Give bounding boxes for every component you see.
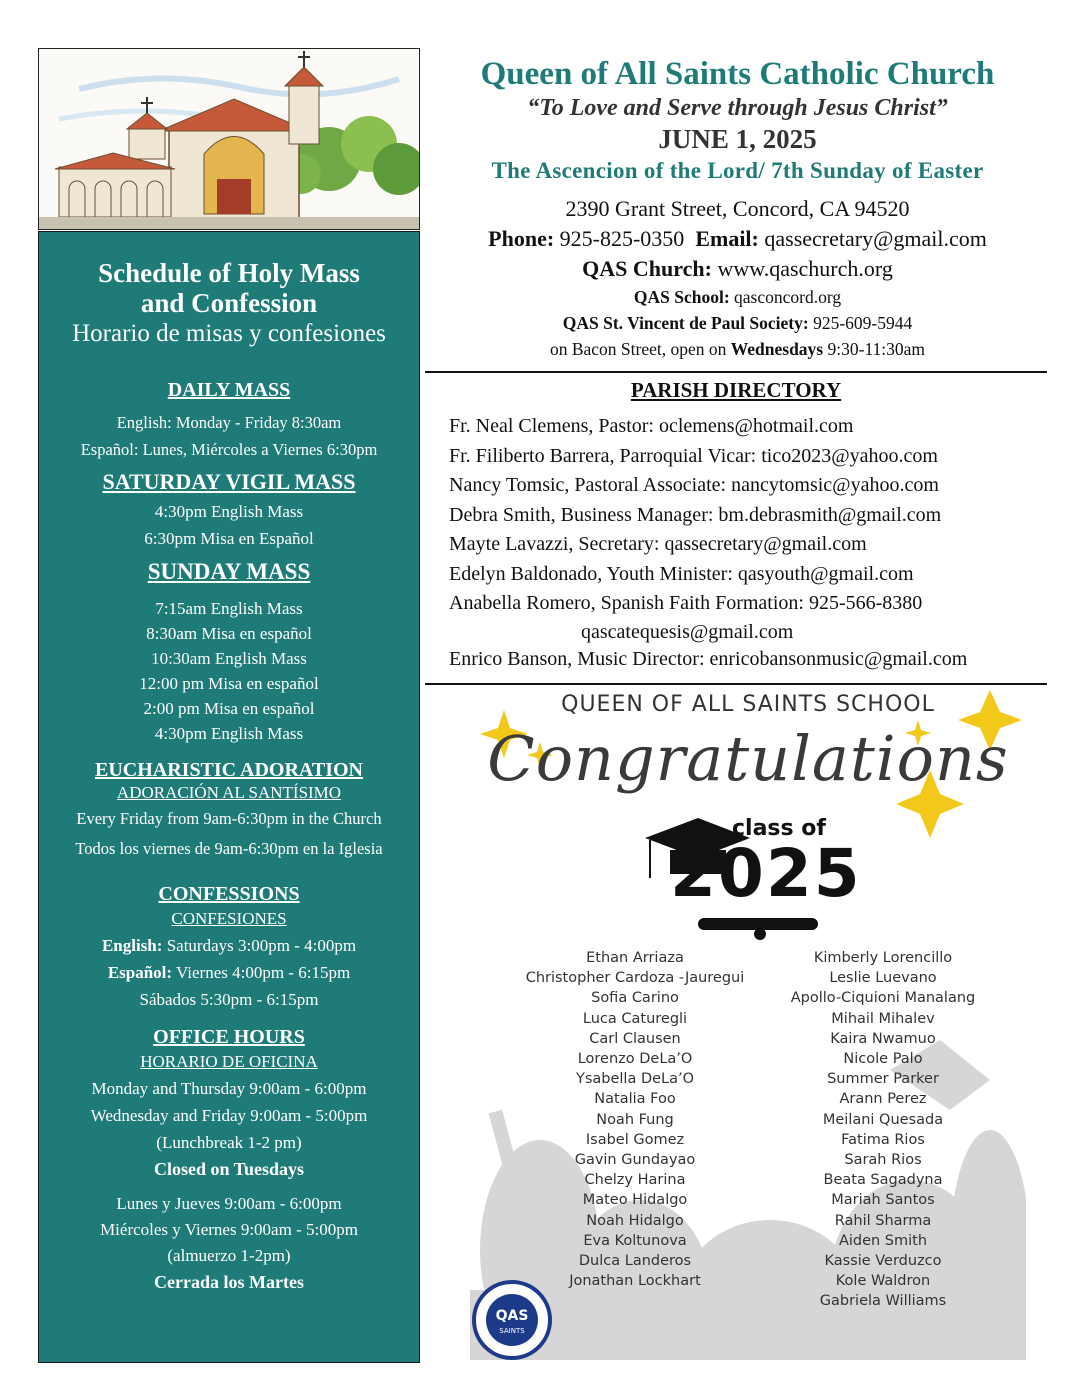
graduate-name: Luca Caturegli	[582, 1010, 688, 1027]
left-column	[38, 48, 420, 230]
graduate-name: Rahil Sharma	[834, 1212, 932, 1229]
grad-year: 2025	[670, 835, 862, 912]
office-hours-es-1: Lunes y Jueves 9:00am - 6:00pm	[116, 1194, 342, 1213]
graduate-name: Sofia Carino	[591, 990, 679, 1007]
graduate-name: Ethan Arriaza	[586, 950, 684, 966]
confessions-english: English: Saturdays 3:00pm - 4:00pm	[101, 936, 357, 955]
schedule-title: Schedule of Holy Mass and Confession	[98, 258, 360, 318]
qas-seal-icon	[474, 1282, 550, 1358]
feast-title: The Ascencion of the Lord/ 7th Sunday of Easter	[491, 158, 984, 183]
church-illustration	[39, 49, 419, 229]
phone-number[interactable]: 925-825-0350	[559, 226, 685, 251]
graduate-name: Kassie Verduzco	[824, 1253, 942, 1270]
graduate-name: Ysabella DeLa’O	[575, 1071, 695, 1088]
graduate-name: Nicole Palo	[843, 1051, 923, 1068]
graduate-name: Kaira Nwamuo	[830, 1030, 936, 1047]
graduate-name: Fatima Rios	[841, 1131, 925, 1148]
divider-top	[425, 371, 1047, 373]
office-hours-heading: OFFICE HOURS	[153, 1026, 305, 1048]
school-website-line: QAS School: qasconcord.org	[633, 287, 842, 307]
confessions-heading: CONFESSIONS	[158, 883, 300, 905]
sunday-mass-1: 7:15am English Mass	[155, 599, 303, 618]
directory-entry: Fr. Neal Clemens, Pastor: oclemens@hotmail.com	[449, 415, 854, 437]
email-link[interactable]: qassecretary@gmail.com	[764, 226, 987, 251]
office-hours-es-3: (almuerzo 1-2pm)	[167, 1246, 291, 1265]
graduate-name: Leslie Luevano	[829, 970, 937, 987]
graduate-name: Gavin Gundayao	[574, 1152, 696, 1169]
svdp-line: QAS St. Vincent de Paul Society: 925-609-5944	[562, 313, 913, 333]
church-motto: “To Love and Serve through Jesus Christ”	[527, 95, 948, 121]
school-website-link[interactable]: qasconcord.org	[734, 287, 842, 307]
sunday-mass-6: 4:30pm English Mass	[154, 724, 304, 743]
sunday-mass-3: 10:30am English Mass	[151, 649, 307, 668]
grad-congratulations: Congratulations	[487, 722, 1009, 795]
graduate-name: Arann Perez	[839, 1091, 927, 1108]
directory-entry: Mayte Lavazzi, Secretary: qassecretary@gmail.com	[449, 533, 867, 555]
daily-mass-heading: DAILY MASS	[167, 379, 291, 401]
confessions-spanish: Español: Viernes 4:00pm - 6:15pm	[107, 963, 351, 982]
graduate-name: Chelzy Harina	[584, 1172, 686, 1189]
parish-directory-header	[425, 378, 1047, 403]
graduate-name: Noah Hidalgo	[586, 1212, 684, 1229]
graduate-name: Noah Fung	[596, 1111, 674, 1128]
contact-line: Phone: 925-825-0350 Email: qassecretary@gmail.com	[488, 226, 987, 251]
saturday-mass-1: 4:30pm English Mass	[154, 502, 304, 521]
daily-mass-english: English: Monday - Friday 8:30am	[116, 413, 342, 432]
bulletin-date: JUNE 1, 2025	[658, 124, 817, 154]
graduate-name: Mateo Hidalgo	[582, 1192, 688, 1209]
saturday-mass-2: 6:30pm Misa en Español	[144, 529, 314, 548]
graduate-name: Jonathan Lockhart	[569, 1273, 701, 1290]
office-hours-es-2: Miércoles y Viernes 9:00am - 5:00pm	[100, 1220, 358, 1239]
sunday-mass-5: 2:00 pm Misa en español	[143, 699, 315, 718]
graduate-name: Carl Clausen	[589, 1030, 681, 1047]
graduate-name: Summer Parker	[827, 1071, 939, 1088]
daily-mass-spanish: Español: Lunes, Miércoles a Viernes 6:30pm	[80, 440, 378, 459]
graduate-name: Gabriela Williams	[819, 1293, 947, 1310]
graduate-name: Christopher Cardoza -Jauregui	[525, 970, 745, 987]
church-website-line: QAS Church: www.qaschurch.org	[582, 256, 893, 281]
directory-entry: Fr. Filiberto Barrera, Parroquial Vicar: tico2023@yahoo.com	[449, 444, 938, 467]
directory-entry-cont: qascatequesis@gmail.com	[581, 620, 794, 643]
office-hours-en-2: Wednesday and Friday 9:00am - 5:00pm	[90, 1106, 368, 1125]
graduate-name: Kimberly Lorencillo	[813, 950, 953, 966]
confessions-spanish-2: Sábados 5:30pm - 6:15pm	[139, 990, 319, 1009]
parish-directory-title: PARISH DIRECTORY	[630, 378, 842, 402]
parish-directory-list	[449, 412, 1049, 674]
graduate-name: Lorenzo DeLa’O	[577, 1051, 693, 1068]
directory-entry: Nancy Tomsic, Pastoral Associate: nancytomsic@yahoo.com	[449, 474, 939, 496]
mass-schedule-panel	[38, 231, 420, 1363]
graduate-name: Kole Waldron	[835, 1273, 931, 1290]
graduate-name: Isabel Gomez	[585, 1131, 685, 1148]
graduation-flyer	[470, 690, 1026, 1360]
graduate-name: Beata Sagadyna	[823, 1172, 943, 1189]
sunday-mass-2: 8:30am Misa en español	[146, 624, 312, 643]
graduate-name: Apollo-Ciquioni Manalang	[790, 990, 976, 1007]
graduate-name: Aiden Smith	[838, 1232, 928, 1249]
church-name: Queen of All Saints Catholic Church	[480, 56, 995, 92]
graduate-name: Meilani Quesada	[822, 1111, 944, 1128]
grad-school-name: QUEEN OF ALL SAINTS SCHOOL	[561, 692, 935, 717]
schedule-subtitle: Horario de misas y confesiones	[72, 320, 386, 347]
office-closed-es: Cerrada los Martes	[154, 1272, 304, 1292]
directory-entry: Edelyn Baldonado, Youth Minister: qasyouth@gmail.com	[449, 562, 914, 585]
church-website-link[interactable]: www.qaschurch.org	[717, 256, 893, 281]
church-header	[425, 48, 1050, 362]
graduate-name: Mariah Santos	[831, 1192, 935, 1209]
office-closed-en: Closed on Tuesdays	[153, 1159, 305, 1179]
graduate-names-left	[510, 948, 760, 1291]
adoration-heading: EUCHARISTIC ADORATION	[94, 759, 363, 781]
graduate-names-right	[760, 948, 1006, 1312]
graduate-name: Dulca Landeros	[578, 1253, 692, 1270]
svdp-hours-line: on Bacon Street, open on Wednesdays 9:30-11:30am	[549, 339, 926, 359]
graduate-name: Sarah Rios	[844, 1152, 922, 1169]
sunday-mass-4: 12:00 pm Misa en español	[139, 674, 319, 693]
office-hours-en-3: (Lunchbreak 1-2 pm)	[156, 1133, 302, 1152]
directory-entry: Enrico Banson, Music Director: enricobansonmusic@gmail.com	[449, 647, 968, 670]
svg-text:QAS: QAS	[495, 1308, 529, 1324]
divider-bottom	[425, 683, 1047, 685]
church-drawing-image	[38, 48, 420, 230]
saturday-vigil-heading: SATURDAY VIGIL MASS	[102, 469, 356, 494]
svdp-phone[interactable]: 925-609-5944	[813, 313, 913, 333]
svg-text:SAINTS: SAINTS	[499, 1327, 525, 1335]
confessions-subheading: CONFESIONES	[171, 909, 287, 928]
sunday-mass-heading: SUNDAY MASS	[147, 559, 311, 584]
grad-class-of: class of	[732, 816, 826, 841]
directory-entry: Anabella Romero, Spanish Faith Formation: 925-566-8380	[449, 592, 923, 614]
office-hours-subheading: HORARIO DE OFICINA	[140, 1052, 318, 1071]
adoration-english: Every Friday from 9am-6:30pm in the Church	[76, 809, 382, 828]
graduate-name: Eva Koltunova	[583, 1232, 687, 1249]
adoration-spanish: Todos los viernes de 9am-6:30pm en la Iglesia	[75, 839, 383, 858]
graduate-name: Natalia Foo	[594, 1091, 676, 1108]
directory-entry: Debra Smith, Business Manager: bm.debrasmith@gmail.com	[449, 503, 942, 526]
adoration-subheading: ADORACIÓN AL SANTÍSIMO	[116, 783, 342, 802]
office-hours-en-1: Monday and Thursday 9:00am - 6:00pm	[91, 1079, 367, 1098]
church-address: 2390 Grant Street, Concord, CA 94520	[565, 196, 910, 221]
graduate-name: Mihail Mihalev	[831, 1010, 935, 1027]
